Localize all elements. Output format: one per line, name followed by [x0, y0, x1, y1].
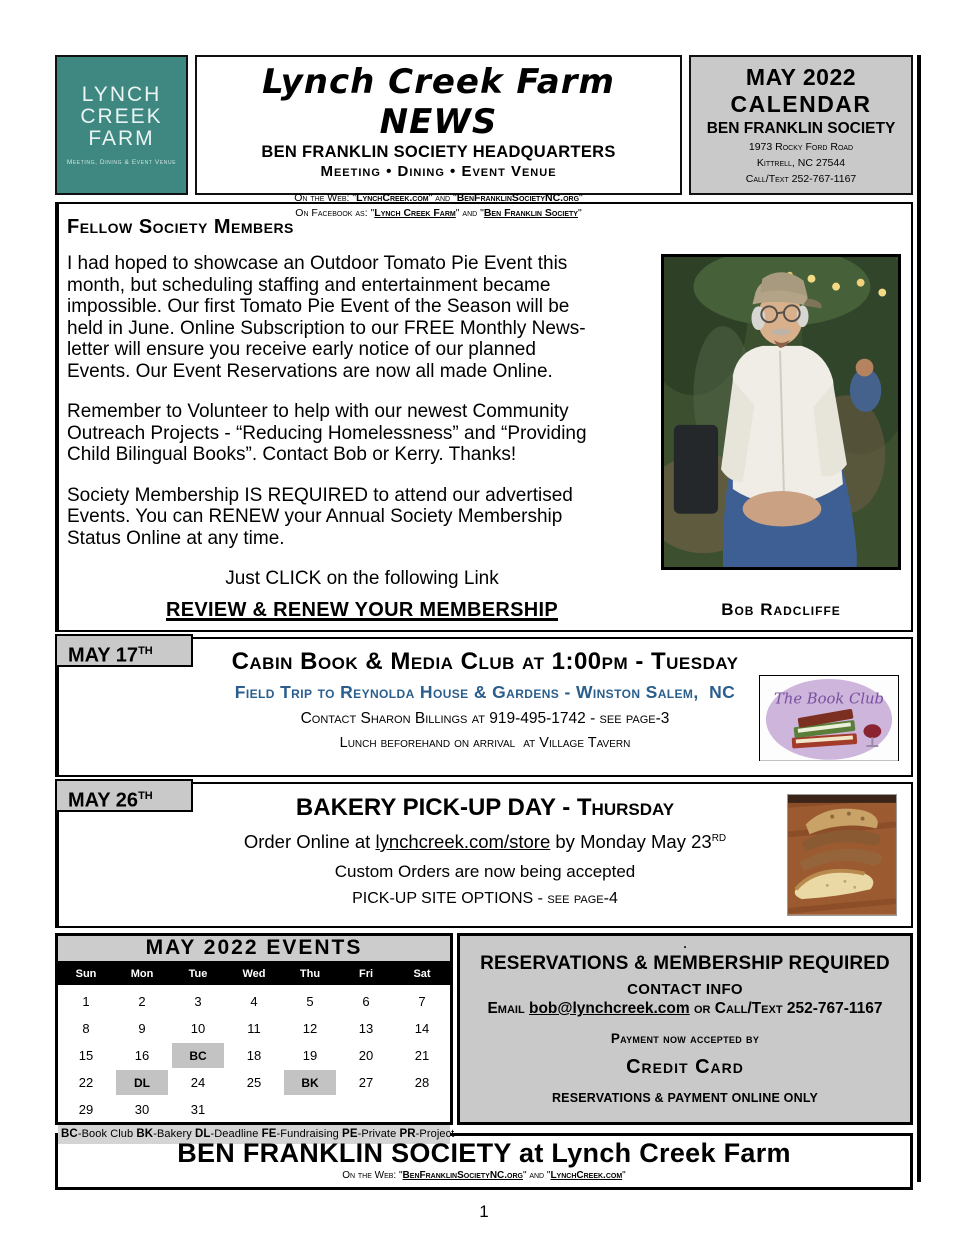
- fb-line-prefix: On Facebook as: ": [295, 207, 375, 219]
- calendar-header-box: [689, 55, 913, 195]
- lunch-line: Lunch beforehand on arrival at Village Tavern: [339, 735, 631, 751]
- calendar-title: MAY 2022 EVENTS: [58, 936, 450, 963]
- calendar-legend: BC-Book Club BK-Bakery DL-Deadline FE-Fundraising PE-Private PR-Project: [58, 1123, 450, 1144]
- contact-line: Contact Sharon Billings at 919-495-1742 - see page-3: [300, 710, 670, 727]
- newsletter-title: Lynch Creek Farm NEWS: [262, 62, 615, 142]
- society-name: BEN FRANKLIN SOCIETY: [706, 120, 896, 137]
- custom-orders-line: Custom Orders are now being accepted: [334, 862, 636, 881]
- greeting: Fellow Society Members: [67, 216, 294, 238]
- may26-tab-label: MAY 26: [68, 789, 139, 812]
- facebook-society-link[interactable]: Ben Franklin Society: [483, 207, 578, 219]
- bread-photo: [787, 794, 897, 916]
- email-prefix: Email: [487, 1000, 529, 1017]
- paragraph-line: Events. Our Event Reservations are now all made Online.: [67, 360, 553, 382]
- calendar-day-header: Thu: [299, 968, 321, 980]
- footer-web-prefix: On the Web: ": [342, 1170, 403, 1181]
- calendar-cell: 13: [358, 1021, 374, 1036]
- calendar-cell: [284, 1097, 336, 1122]
- calendar-cell: 22: [78, 1075, 94, 1090]
- legend-code: PE: [342, 1128, 358, 1140]
- society-phone: Call/Text 252-767-1167: [745, 173, 857, 185]
- dot: .: [683, 937, 687, 951]
- order-mid: by Monday May 23: [550, 831, 712, 852]
- pickup-main: PICK-UP SITE OPTIONS: [352, 890, 534, 907]
- lynch-creek-farm-logo: [55, 55, 188, 195]
- calendar-cell: 25: [246, 1075, 262, 1090]
- web-line-suffix: ": [579, 192, 583, 204]
- calendar-cell: 30: [134, 1102, 150, 1117]
- calendar-cell: [396, 1097, 448, 1122]
- online-only-note: RESERVATIONS & PAYMENT ONLINE ONLY: [551, 1091, 819, 1105]
- footer-lynchcreek-link[interactable]: LynchCreek.com: [550, 1170, 623, 1181]
- newsletter-subtitle: BEN FRANKLIN SOCIETY HEADQUARTERS: [261, 143, 616, 161]
- web-line-mid: " and ": [428, 192, 457, 204]
- calendar-cell: 4: [250, 994, 258, 1009]
- may26-section: [55, 782, 913, 928]
- may17-tab-label: MAY 17: [68, 644, 139, 667]
- email-suffix: or Call/Text 252-767-1167: [689, 1000, 883, 1017]
- calendar-event-cell: DL: [116, 1070, 168, 1095]
- calendar-cell: 11: [247, 1021, 261, 1036]
- page-number: 1: [479, 1202, 489, 1221]
- calendar-cell: 2: [138, 994, 146, 1009]
- calendar-cell: 31: [190, 1102, 206, 1117]
- calendar-cell: 8: [82, 1021, 90, 1036]
- order-line: [59, 831, 911, 853]
- paragraph-line: month, but scheduling staffing and entertainment became: [67, 274, 551, 296]
- lynchcreek-link[interactable]: LynchCreek.com: [356, 192, 429, 204]
- newsletter-page: [55, 55, 913, 1222]
- paragraph-line: Society Membership IS REQUIRED to attend our advertised: [67, 484, 573, 506]
- reservations-box: [457, 933, 913, 1125]
- paragraph-line: Outreach Projects - “Reducing Homelessness” and “Providing: [67, 422, 587, 444]
- footer-web-suffix: ": [622, 1170, 626, 1181]
- calendar-cell: 5: [306, 994, 314, 1009]
- fb-line-mid: " and ": [455, 207, 484, 219]
- calendar-day-header: Wed: [242, 968, 266, 980]
- logo-tagline: Meeting, Dining & Event Venue: [66, 159, 177, 166]
- bread-illustration: [788, 795, 896, 915]
- reservations-heading: RESERVATIONS & MEMBERSHIP REQUIRED: [480, 952, 890, 974]
- may17-tab-ordinal: TH: [138, 645, 153, 657]
- calendar-cell: 10: [190, 1021, 206, 1036]
- calendar-month: MAY 2022: [745, 64, 857, 90]
- bakery-heading-day: Thursday: [576, 794, 675, 821]
- may26-tab: [55, 779, 193, 812]
- paragraph-line: Child Bilingual Books”. Contact Bob or Kerry. Thanks!: [67, 444, 517, 465]
- email-line: [460, 1000, 910, 1018]
- field-trip-line: Field Trip to Reynolda House & Gardens - Winston Salem, NC: [234, 682, 736, 702]
- newsletter-subtitle2: Meeting • Dining • Event Venue: [320, 163, 557, 180]
- email-link[interactable]: bob@lynchcreek.com: [528, 1000, 690, 1017]
- footer-web-mid: " and ": [523, 1170, 551, 1181]
- calendar-day-header: Mon: [130, 968, 154, 980]
- calendar-day-header: Tue: [188, 968, 208, 980]
- calendar-cell: 3: [194, 994, 202, 1009]
- footer-title: BEN FRANKLIN SOCIETY at Lynch Creek Farm: [177, 1138, 791, 1168]
- calendar-cell: 7: [418, 994, 426, 1009]
- events-calendar: [55, 933, 455, 1140]
- calendar-event-cell: BC: [172, 1043, 224, 1068]
- calendar-event-cell: BK: [284, 1070, 336, 1095]
- may17-section: [55, 637, 913, 777]
- click-instruction: Just CLICK on the following Link: [225, 568, 499, 589]
- bakery-heading-caps: BAKERY PICK-UP DAY -: [295, 794, 577, 821]
- calendar-cell: 6: [362, 994, 370, 1009]
- facebook-farm-link[interactable]: Lynch Creek Farm: [374, 207, 456, 219]
- calendar-cell: 24: [190, 1075, 206, 1090]
- paragraph-line: letter will ensure you receive early notice of our planned: [67, 339, 536, 360]
- renew-membership-link[interactable]: REVIEW & RENEW YOUR MEMBERSHIP: [166, 599, 558, 621]
- footer-web-line: [58, 1170, 910, 1181]
- store-link[interactable]: lynchcreek.com/store: [375, 831, 551, 852]
- fb-line-suffix: ": [577, 207, 582, 219]
- pickup-suffix: - see page-4: [533, 890, 618, 907]
- bob-radcliffe-photo: [661, 254, 901, 570]
- book-club-illustration: [760, 676, 898, 761]
- header: [55, 55, 913, 219]
- photo-illustration: [664, 257, 898, 567]
- order-prefix: Order Online at: [243, 831, 376, 852]
- calendar-day-header: Sun: [75, 968, 97, 980]
- calendar-cell: 12: [302, 1021, 318, 1036]
- paragraph-line: held in June. Online Subscription to our FREE Monthly News-: [67, 317, 586, 339]
- benfranklin-link[interactable]: BenFranklinSocietyNC.org: [456, 192, 580, 204]
- calendar-word: CALENDAR: [730, 91, 872, 117]
- paragraph-line: Remember to Volunteer to help with our newest Community: [67, 401, 569, 422]
- paragraph-line: I had hoped to showcase an Outdoor Tomato Pie Event this: [67, 253, 568, 274]
- book-club-logo: [759, 675, 899, 761]
- photo-caption: Bob Radcliffe: [721, 600, 841, 619]
- calendar-cell: 15: [78, 1048, 94, 1063]
- may26-tab-ordinal: TH: [138, 790, 153, 802]
- masthead: [195, 55, 682, 219]
- paragraph-3: [67, 485, 667, 550]
- calendar-day-header: Sat: [413, 968, 431, 980]
- book-club-heading: Cabin Book & Media Club at 1:00pm - Tuesday: [231, 648, 739, 675]
- legend-code: BC: [61, 1128, 78, 1140]
- calendar-cell: 1: [82, 994, 90, 1009]
- paragraph-1: [67, 253, 667, 382]
- web-line-prefix: On the Web: ": [294, 192, 357, 204]
- calendar-cell: 9: [138, 1021, 146, 1036]
- payment-line: Payment now accepted by: [610, 1031, 760, 1046]
- footer-benfranklin-link[interactable]: BenFranklinSocietyNC.org: [402, 1170, 523, 1181]
- calendar-cell: 20: [358, 1048, 374, 1063]
- order-ordinal: RD: [711, 832, 727, 844]
- society-address1: 1973 Rocky Ford Road: [748, 141, 854, 153]
- paragraph-line: Events. You can RENEW your Annual Society Membership: [67, 506, 563, 527]
- bottom-row: [55, 933, 913, 1140]
- calendar-cell: 29: [78, 1102, 94, 1117]
- calendar-cell: 27: [358, 1075, 374, 1090]
- payment-method: Credit Card: [626, 1056, 744, 1078]
- calendar-cell: [340, 1097, 392, 1122]
- calendar-cell: 28: [414, 1075, 430, 1090]
- paragraph-2: [67, 401, 667, 466]
- legend-code: PR: [399, 1128, 416, 1140]
- logo-line3: FARM: [88, 127, 155, 150]
- calendar-cell: 18: [246, 1048, 262, 1063]
- legend-code: FE: [261, 1128, 277, 1140]
- pickup-options-line: [59, 890, 911, 908]
- calendar-cell: [228, 1097, 280, 1122]
- letter-section: [55, 202, 913, 632]
- paragraph-line: Status Online at any time.: [67, 527, 285, 549]
- logo-line2: CREEK: [80, 105, 163, 128]
- book-club-text: The Book Club: [773, 690, 885, 708]
- calendar-grid: [58, 985, 450, 1123]
- footer: [55, 1133, 913, 1190]
- calendar-cell: 14: [414, 1021, 430, 1036]
- legend-code: BK: [136, 1128, 154, 1140]
- contact-info-label: CONTACT INFO: [627, 981, 743, 998]
- may17-tab: [55, 634, 193, 667]
- logo-line1: LYNCH: [81, 83, 162, 106]
- society-address2: Kittrell, NC 27544: [756, 157, 846, 169]
- legend-code: DL: [194, 1128, 211, 1140]
- calendar-cell: 21: [414, 1048, 430, 1063]
- calendar-day-headers: [58, 963, 450, 985]
- calendar-cell: 19: [302, 1048, 318, 1063]
- calendar-day-header: Fri: [358, 968, 374, 980]
- paragraph-line: impossible. Our first Tomato Pie Event of the Season will be: [67, 296, 570, 317]
- page-right-border: [917, 55, 921, 1182]
- calendar-cell: 16: [134, 1048, 150, 1063]
